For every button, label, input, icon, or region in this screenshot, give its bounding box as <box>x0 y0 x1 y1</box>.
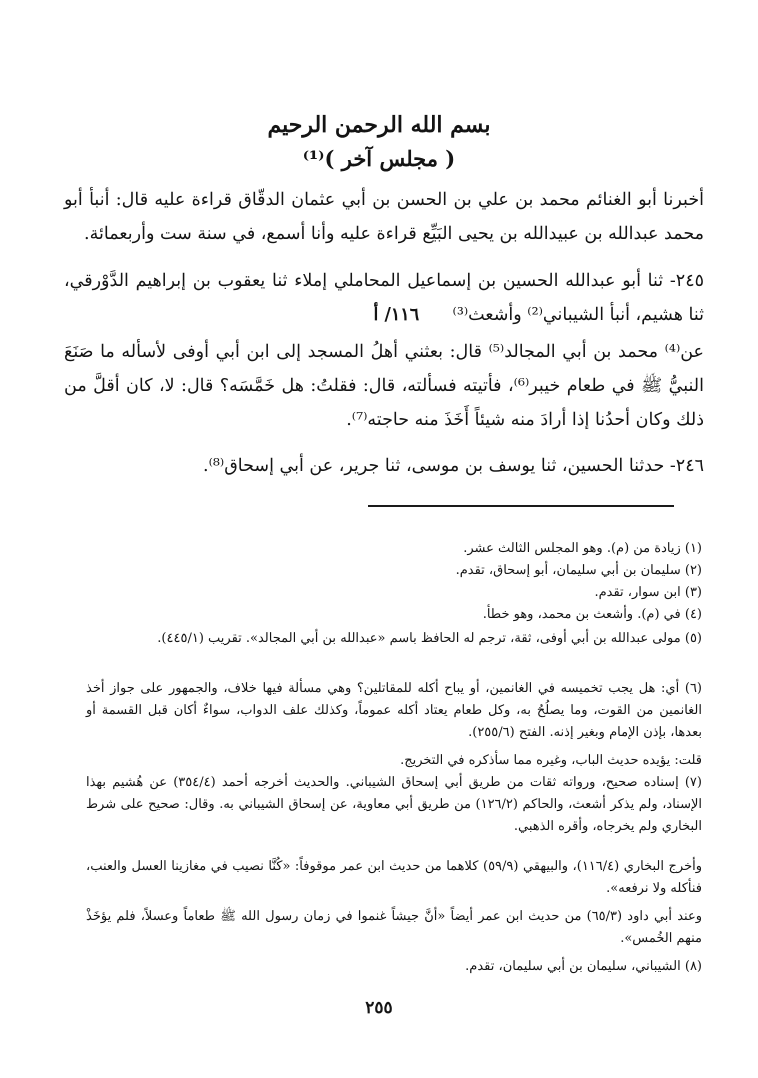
basmala-heading: بسم الله الرحمن الرحيم <box>267 112 491 138</box>
footnote-6-note: قلت: يؤيده حديث الباب، وغيره مما سأذكره في التخريج. <box>400 753 702 768</box>
hadith-246 <box>64 449 704 483</box>
footnote-6: (٦) أي: هل يجب تخميسه في الغانمين، أو يباح أكله للمقاتلين؟ وهي مسألة فيها خلاف، والجمهور على جواز أخذ الغانمين من القوت، وما يصلُحُ به، وكل طعام يعتاد أكله عموماً، وكذلك علف الدواب، سواءٌ أكان قبل القسمة أو بعدها، بإذن الإمام وبغير إذنه. الفتح (٢٥٥/٦). <box>86 681 702 740</box>
footnote-7-bukhari: وأخرج البخاري (١١٦/٤)، والبيهقي (٥٩/٩) كلاهما من حديث ابن عمر موقوفاً: «كُنَّا نصيب في مغازينا العسل والعنب، فنأكله ولا نرفعه». <box>86 859 702 896</box>
intro-text: أخبرنا أبو الغنائم محمد بن علي بن الحسن بن أبي عثمان الدقّاق قراءة عليه قال: أنبأ أبو محمد عبدالله بن عبيدالله بن يحيى البَيِّع قراءة عليه وأنا أسمع، في سنة ست وأربعمائة. <box>64 190 704 244</box>
page-number: ٢٥٥ <box>365 998 393 1018</box>
hadith-245-isnad <box>64 264 704 332</box>
footnote-separator <box>368 505 674 507</box>
footnote-1: (١) زيادة من (م). وهو المجلس الثالث عشر. <box>463 541 702 556</box>
hadith-246-text: ٢٤٦- حدثنا الحسين، ثنا يوسف بن موسى، ثنا جرير، عن أبي إسحاق⁽⁸⁾. <box>203 456 704 476</box>
intro-paragraph <box>64 183 704 251</box>
footnote-5: (٥) مولى عبدالله بن أبي أوفى، ثقة، ترجم له الحافظ باسم «عبدالله بن أبي المجالد». تقريب (٤٤٥/١). <box>157 631 702 646</box>
footnote-4: (٤) في (م). وأشعث بن محمد، وهو خطأ. <box>482 607 702 622</box>
footnote-7-abudawud: وعند أبي داود (٦٥/٣) من حديث ابن عمر أيضاً «أنَّ جيشاً غنموا في زمان رسول الله ﷺ طعاماً وعسلاً، فلم يؤخَذْ منهم الخُمس». <box>86 909 702 946</box>
hadith-245-matn-text: عن⁽⁴⁾ محمد بن أبي المجالد⁽⁵⁾ قال: بعثني أهلُ المسجد إلى ابن أبي أوفى لأسأله ما صَنَعَ النبيُّ ﷺ في طعام خيبر⁽⁶⁾، فأتيته فسألته، قال: فقلتُ: هل خَمَّسَه؟ قال: لا، كان أقلَّ من ذلك وكان أحدُنا إذا أرادَ منه شيئاً أَخَذَ منه حاجته⁽⁷⁾. <box>64 342 705 430</box>
footnote-3: (٣) ابن سوار، تقدم. <box>594 585 702 600</box>
manuscript-folio-ref: ١١٦/ أ <box>373 305 420 325</box>
hadith-245-isnad-text: ٢٤٥- ثنا أبو عبدالله الحسين بن إسماعيل المحاملي إملاء ثنا يعقوب بن إبراهيم الدَّوْرقي، ثنا هشيم، أنبأ الشيباني⁽²⁾ وأشعث⁽³⁾ <box>64 271 704 325</box>
footnote-2: (٢) سليمان بن أبي سليمان، أبو إسحاق، تقدم. <box>455 563 702 578</box>
footnote-7: (٧) إسناده صحيح، ورواته ثقات من طريق أبي إسحاق الشيباني. والحديث أخرجه أحمد (٣٥٤/٤) عن هُشيم بهذا الإسناد، ولم يذكر أشعث، والحاكم (١٢٦/٢) من طريق أبي معاوية، عن إسحاق الشيباني به. وقال: صحيح على شرط البخاري ولم يخرجاه، وأقره الذهبي. <box>86 775 702 834</box>
footnote-8: (٨) الشيباني، سليمان بن أبي سليمان، تقدم. <box>465 959 702 974</box>
session-title: ( مجلس آخر )⁽¹⁾ <box>302 146 456 171</box>
hadith-245-matn <box>64 335 704 437</box>
